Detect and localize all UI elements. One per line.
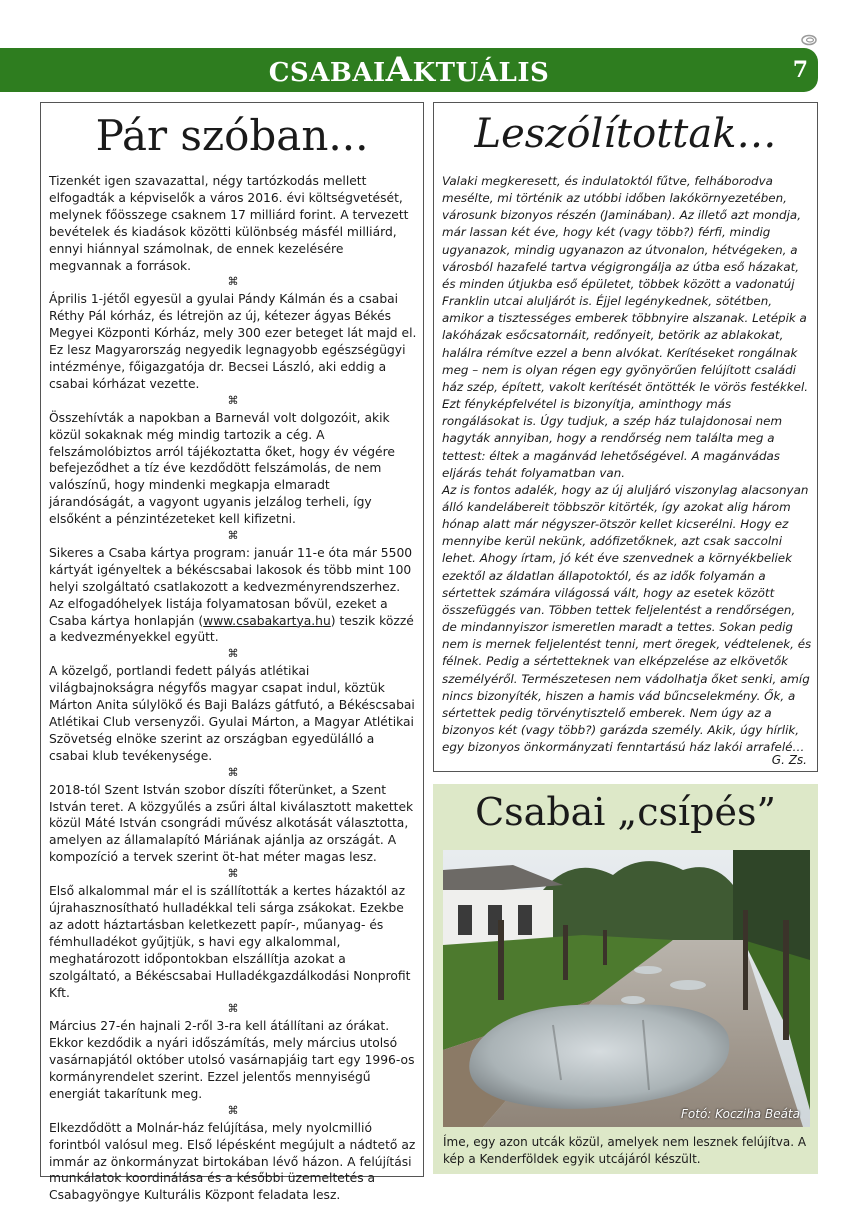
masthead	[0, 48, 818, 98]
separator-icon: ⌘	[227, 393, 239, 407]
story-paragraph: Valaki megkeresett, és indulatoktól fűtve, felháborodva mesélte, mi történik az utóbbi időben lakókörnyezetében, városunk bizonyos részén (Jaminában). Az illető azt mondja, már lassan két éve, hogy két (vagy több?) férfi, mindig ugyanazok, mindig ugyanazon az útvonalon, hétvégeken, a városból hazafelé tartva végigrongálja az útba eső házakat, és minden útjukba eső épületet, többek között a vadonatúj Franklin utcai aluljárót is. Éjjel legénykednek, sötétben, amikor a tisztességes emberek többnyire alszanak. Letépik a lakóházak esőcsatornáit, redőnyeit, betörik az ablakokat, halálra rémítve ezzel a benn alvókat. Kerítéseket rongálnak meg – nem is olyan régen egy gyönyörűen felújított családi ház szép, épített, vakolt kerítését öntötték le vörös festékkel. Ezt fényképfelvétel is bizonyítja, aminthogy más rongálásokat is. Úgy tudjuk, a szép ház tulajdonosai nem hagyták annyiban, hogy a rendőrség nem találta meg a tettest: éltek a magánvád lehetőségével. A magánvádas eljárás tehát folyamatban van.	[442, 174, 809, 480]
page-number: 7	[792, 57, 808, 83]
separator-icon: ⌘	[227, 867, 239, 881]
story-paragraph: Az is fontos adalék, hogy az új aluljáró viszonylag alacsonyan álló kandelábereit többször kitörték, így azokat alig három hónap alatt már négyszer-ötször kellet kicserélni. Hogy ez mennyibe kerül nekünk, adófizetőknek, azt csak saccolni lehet. Ahogy írtam, jó két éve szenvednek a környékbeliek ezektől az áldatlan állapotoktól, és az idők folyamán a sértettek számára világossá vált, hogy az esetek között összefüggés van. Többen tettek feljelentést a rendőrségen, de mindannyiszor ismeretlen maradt a tettes. Sokan pedig nem is mernek feljelentést tenni, mert öregek, védtelenek, és félnek. Pedig a sértetteknek van elképzelése az elkövetők személyéről. Természetesen nem vádolhatja őket senki, amíg nincs bizonyíték, hiszen a hamis vád bűncselekmény. Ők, a sértettek pedig törvénytisztelő emberek. Nem úgy az a bizonyos két (vagy több?) garázda személy. Akik, úgy hírlik, egy bizonyos önkormányzati fenntartású ház lakói arrafelé…	[442, 482, 812, 755]
news-item: A közelgő, portlandi fedett pályás atlétikai világbajnokságra négyfős magyar csapat indul, köztük Márton Anita súlylökő és Baji Balázs gátfutó, a Békéscsabai Atlétikai Club versenyzői. Gyulai Márton, a Magyar Atlétikai Szövetség elnöke szerint az országban egyedülálló a csabai klub tevékenysége.	[49, 664, 415, 763]
news-item-text: Sikeres a Csaba kártya program: január 11-e óta már 5500 kártyát igényeltek a békéscsabai lakosok és több mint 100 helyi szolgáltató csatlakozott a kedvezményrendszerhez. Az elfogadóhelyek listája folyamatosan bővül, ezeket a Csaba kártya honlapján (	[49, 545, 413, 628]
csaba-card-link[interactable]: www.csabakartya.hu	[203, 613, 331, 628]
separator-icon: ⌘	[227, 647, 239, 661]
header-bar	[0, 48, 818, 92]
photo-box-title: Csabai „csípés”	[475, 790, 776, 834]
photo-box	[433, 784, 818, 1174]
story-title: Leszólítottak…	[474, 111, 777, 157]
separator-icon: ⌘	[227, 1002, 239, 1016]
swirl-ornament-icon	[800, 34, 818, 46]
story-box	[433, 102, 818, 772]
news-item: Első alkalommal már el is szállították a kertes házaktól az újrahasznosítható hulladékkal teli sárga zsákokat. Ezekbe az adott háztartásban keletkezett papír-, műanyag- és fémhulladékot gyűjtjük, s havi egy alkalommal, meghatározott időpontokban elszállítja azokat a szolgáltató, a Békéscsabai Hulladékgazdálkodási Nonprofit Kft.	[49, 884, 411, 1000]
news-item: Április 1-jétől egyesül a gyulai Pándy Kálmán és a csabai Réthy Pál kórház, és létrejön az új, kétezer ágyas Békés Megyei Központi Kórház, mely 300 ezer beteget lát majd el. Ez lesz Magyarország negyedik legnagyobb egészségügyi intézménye, főigazgatója dr. Becsei László, aki eddig a csabai kórházat vezette.	[49, 292, 417, 391]
road-photo-illustration	[443, 850, 810, 1127]
news-item: Március 27-én hajnali 2-ről 3-ra kell átállítani az órákat. Ekkor kezdődik a nyári időszámítás, mely március utolsó vasárnapjától október utolsó vasárnapjáig tart egy 1996-os kormányrendelet szerint. Ezzel jelentős mennyiségű energiát takarítunk meg.	[49, 1019, 415, 1101]
separator-icon: ⌘	[227, 1103, 239, 1117]
masthead-part2: A	[385, 50, 413, 90]
news-item	[49, 545, 417, 646]
news-briefs-body	[49, 173, 417, 1204]
separator-icon: ⌘	[227, 529, 239, 543]
news-briefs-title: Pár szóban...	[95, 111, 369, 160]
news-item: Összehívták a napokban a Barnevál volt dolgozóit, akik közül sokaknak még mindig tartozik a cég. A felszámolóbiztos arról tájékoztatta őket, hogy év végére befejeződhet a tíz éve kezdődött felszámolás, de nem valószínű, hogy mindenki megkapja elmaradt járandóságát, a vagyont ugyanis jelzálog terheli, így elsőként a pénzintézeteket kell kifizetni.	[49, 410, 395, 527]
road-puddle-photo	[443, 850, 810, 1127]
separator-icon: ⌘	[227, 275, 239, 289]
news-item-text-tail: ) teszik közzé a kedvezményekkel együtt.	[49, 613, 414, 645]
photo-caption: Íme, egy azon utcák közül, amelyek nem lesznek felújítva. A kép a Kenderföldek egyik utcájáról készült.	[443, 1135, 807, 1166]
news-item: Tizenkét igen szavazattal, négy tartózkodás mellett elfogadták a képviselők a város 2016. évi költségvetését, melynek főösszege csaknem 17 milliárd forint. A tervezett bevételek és kiadások közötti különbség másfél milliárd, ennyi hiánnyal számolnak, de ennek kezelésére megvannak a források.	[49, 174, 409, 273]
masthead-part1: CSABAI	[268, 58, 386, 88]
story-body	[442, 173, 812, 756]
masthead-part3: KTUÁLIS	[412, 58, 550, 88]
photo-credit: Fotó: Kocziha Beáta	[681, 1107, 800, 1121]
news-item: Elkezdődött a Molnár-ház felújítása, mely nyolcmillió forintból valósul meg. Első lépésként megújult a nádtető az immár az önkormányzat birtokában lévő házon. A felújítási munkálatok koordinálása és a későbbi üzemeltetés a Csabagyöngye Kulturális Központ feladata lesz.	[49, 1120, 416, 1203]
author-signature: G. Zs.	[771, 753, 807, 767]
news-briefs-box	[40, 102, 424, 1203]
news-item: 2018-tól Szent István szobor díszíti főterünket, a Szent István teret. A közgyűlés a zsűri által kiválasztott makettek közül Máté István csongrádi művész alkotását választotta, amelyen az államalapító Máriának ajánlja az országát. A kompozíció a tervek szerint öt-hat méter magas lesz.	[49, 782, 414, 865]
separator-icon: ⌘	[227, 765, 239, 779]
